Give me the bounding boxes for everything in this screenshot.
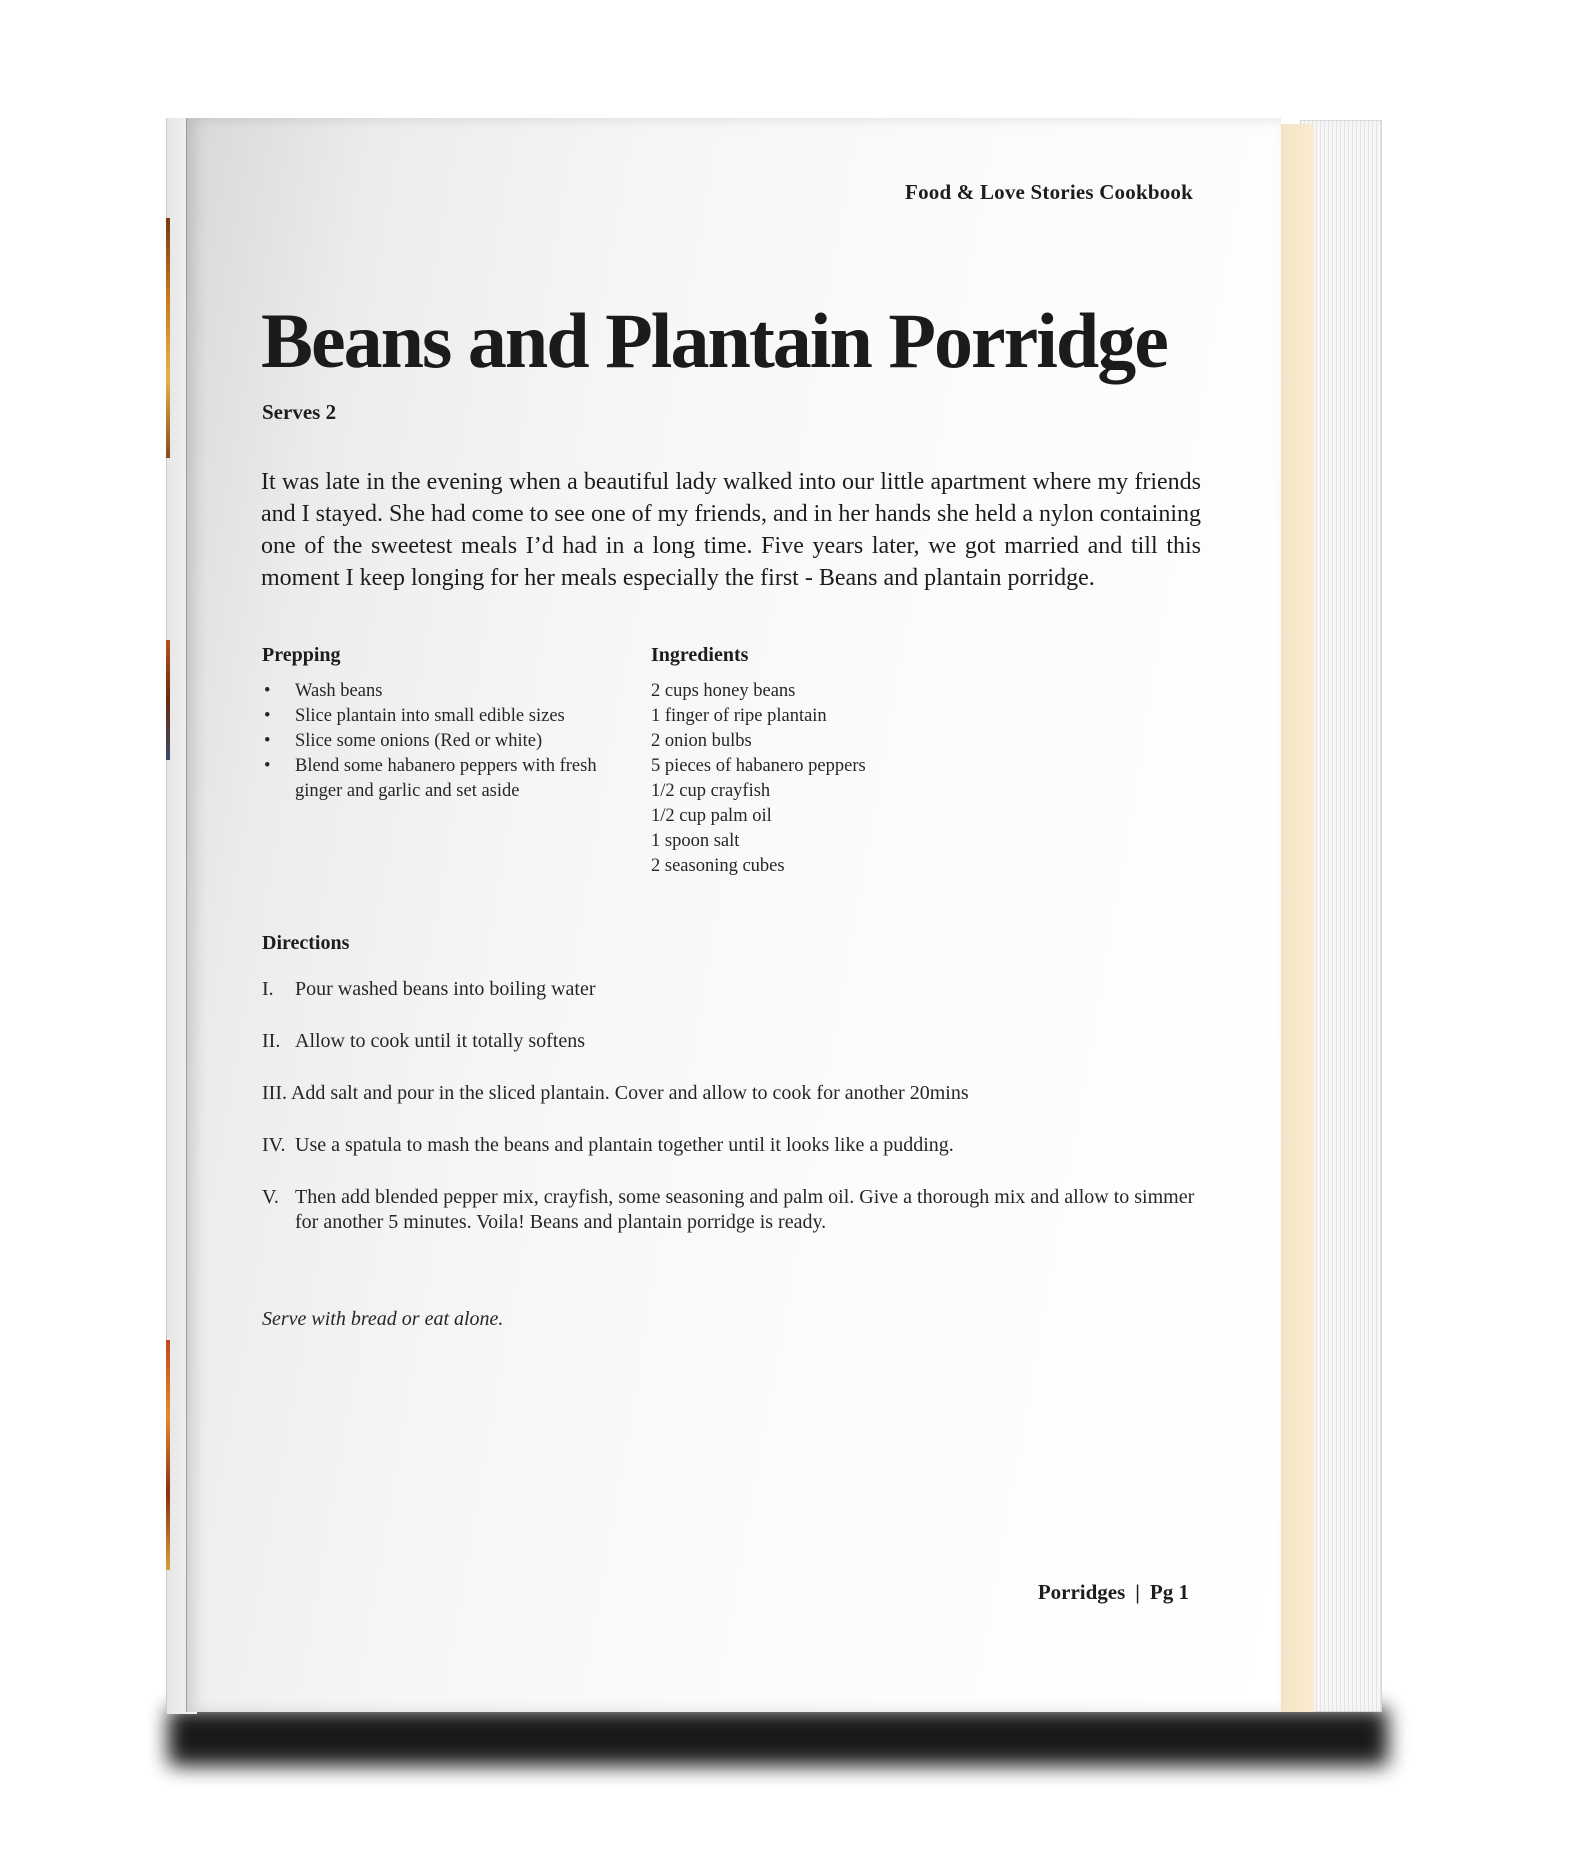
book-header: Food & Love Stories Cookbook	[905, 180, 1193, 204]
step-number: V.	[262, 1186, 279, 1208]
bullet-icon: •	[264, 756, 271, 776]
step-text: Use a spatula to mash the beans and plantain together until it looks like a pudding.	[295, 1134, 954, 1156]
ingredients-section	[651, 644, 971, 879]
step-number: II.	[262, 1030, 281, 1052]
ingredient-item: 1 finger of ripe plantain	[651, 706, 827, 726]
ingredient-item: 2 cups honey beans	[651, 681, 796, 701]
ingredient-item: 5 pieces of habanero peppers	[651, 756, 866, 776]
bullet-icon: •	[264, 706, 271, 726]
prep-item	[262, 704, 602, 729]
ingredient-item: 1/2 cup palm oil	[651, 806, 772, 826]
ingredient-item: 2 seasoning cubes	[651, 856, 785, 876]
bullet-icon: •	[264, 731, 271, 751]
serves-label: Serves 2	[262, 400, 337, 424]
prep-item-text: Blend some habanero peppers with fresh ginger and garlic and set aside	[295, 756, 597, 801]
cover-strip	[166, 1340, 170, 1570]
footer-section: Porridges	[1037, 1580, 1126, 1604]
prepping-list	[262, 679, 602, 804]
step-text: Pour washed beans into boiling water	[295, 978, 596, 1000]
step-text: Allow to cook until it totally softens	[295, 1030, 585, 1052]
ingredients-heading: Ingredients	[651, 644, 749, 666]
serving-suggestion: Serve with bread or eat alone.	[262, 1308, 504, 1330]
page-edge-cream	[1280, 124, 1314, 1712]
directions-section	[262, 932, 1222, 1262]
ingredient-item: 1 spoon salt	[651, 831, 740, 851]
direction-step	[262, 1185, 1222, 1235]
step-number: III.	[262, 1082, 287, 1104]
cover-strip	[166, 640, 170, 760]
bullet-icon: •	[264, 681, 271, 701]
direction-step	[262, 1029, 1222, 1054]
direction-step	[262, 1081, 1222, 1106]
footer-separator: |	[1135, 1580, 1140, 1604]
step-text: Then add blended pepper mix, crayfish, some seasoning and palm oil. Give a thorough mix and allow to simmer for another 5 minutes. Voila! Beans and plantain porridge is ready.	[295, 1186, 1195, 1233]
prep-item-text: Slice plantain into small edible sizes	[295, 706, 565, 726]
prepping-heading: Prepping	[262, 644, 341, 666]
page-footer	[1038, 1580, 1189, 1605]
prep-item	[262, 729, 602, 754]
direction-step	[262, 1133, 1222, 1158]
prep-item-text: Wash beans	[295, 681, 383, 701]
step-number: IV.	[262, 1134, 286, 1156]
recipe-title: Beans and Plantain Porridge	[261, 297, 1167, 384]
ingredient-item: 2 onion bulbs	[651, 731, 752, 751]
prep-item-text: Slice some onions (Red or white)	[295, 731, 543, 751]
prep-item	[262, 679, 602, 704]
ingredients-list	[651, 679, 971, 879]
ingredient-item: 1/2 cup crayfish	[651, 781, 771, 801]
recipe-intro: It was late in the evening when a beautiful lady walked into our little apartment where my friends and I stayed. She had come to see one of my friends, and in her hands she held a nylon containing one of the sweetest meals I’d had in a long time. Five years later, we got married and till this moment I keep longing for her meals especially the first - Beans and plantain porridge.	[261, 469, 1201, 591]
page-number: Pg 1	[1149, 1580, 1189, 1604]
directions-heading: Directions	[262, 932, 350, 954]
cover-strip	[166, 218, 170, 458]
step-number: I.	[262, 978, 274, 1000]
recipe-page	[186, 118, 1281, 1712]
prep-item	[262, 754, 602, 804]
direction-step	[262, 977, 1222, 1002]
prepping-section	[262, 644, 602, 804]
step-text: Add salt and pour in the sliced plantain. Cover and allow to cook for another 20mins	[290, 1082, 969, 1104]
book-shadow	[168, 1708, 1388, 1766]
